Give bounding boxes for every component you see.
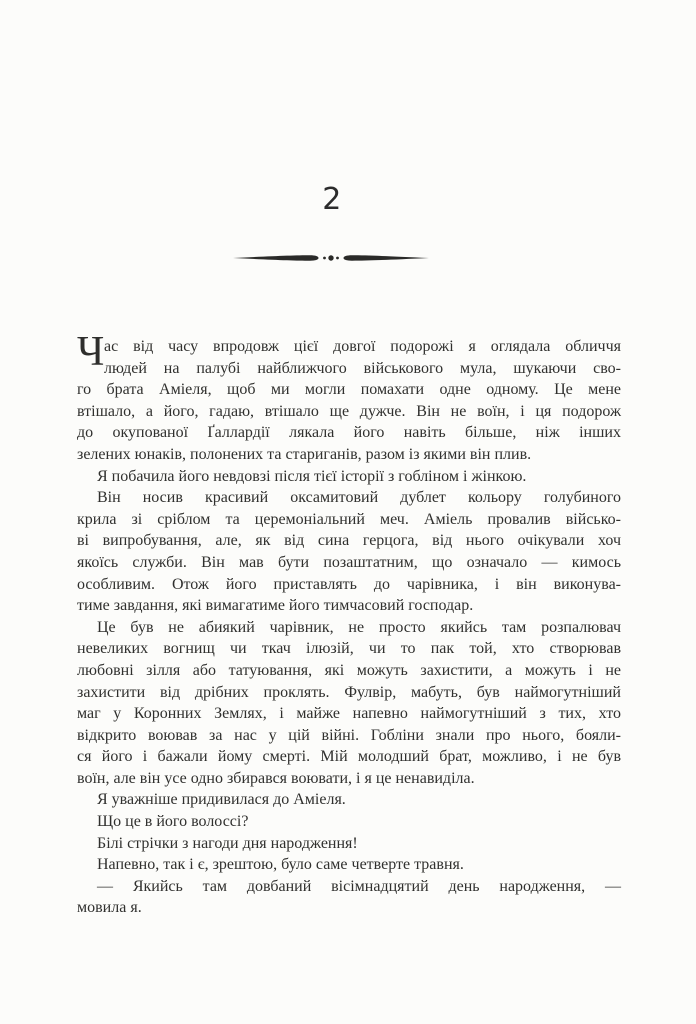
text-line: ас від часу впродовж цієї довгої подорожі я оглядала обличчя [104,338,621,355]
text-line: невеликих вогнищ чи ткач ілюзій, чи то пак той, хто створював [77,640,621,658]
text-line: Він носив красивий оксамитовий дублет кольору голубиного [97,489,621,507]
text-line: відкрито воював за нас у цій війні. Гобліни знали про нього, бояли- [77,726,621,744]
paragraph [77,466,621,488]
text-line: ві випробування, але, як від сина герцога, від нього очікували хоч [77,532,621,550]
text-line: ся його і бажали йому смерті. Мій молодший брат, можливо, і не був [77,748,621,766]
paragraph [77,487,621,617]
text-line: Я побачила його невдовзі після тієї історії з гобліном і жінкою. [97,467,527,485]
text-line: людей на палубі найближчого військового мула, шукаючи сво- [104,359,621,377]
text-line: Білі стрічки з нагоди дня народження! [97,834,358,852]
chapter-number: 2 [322,182,342,217]
text-line: Це був не абиякий чарівник, не просто якийсь там розпалювач [97,618,621,636]
text-line: Напевно, так і є, зрештою, було саме четверте травня. [97,856,464,874]
text-line: захистити від дрібних проклять. Фулвір, мабуть, був наймогутніший [77,683,621,701]
paragraph [77,854,621,876]
text-line: Що це в його волоссі? [97,813,249,831]
text-line: воїн, але він усе одно збирався воювати, і я це ненавиділа. [77,769,475,787]
text-line: Я уважніше придивилася до Аміеля. [97,791,346,809]
text-line: зелених юнаків, полонених та стариганів, разом із якими він плив. [77,445,532,463]
text-line: тиме завдання, які вимагатиме його тимчасовий господар. [77,597,474,615]
dropcap-letter: Ч [77,329,105,375]
paragraph [77,329,621,466]
text-line: маг у Коронних Землях, і майже напевно наймогутніший з тих, хто [77,705,621,723]
paragraph [77,833,621,855]
chapter-divider-ornament-icon [232,251,430,265]
paragraph [77,617,621,790]
text-line: особливим. Отож його приставлять до чарівника, і він виконува- [77,575,621,593]
paragraph [77,876,621,919]
text-line: любовні зілля або татуювання, які можуть захистити, а можуть і не [77,661,621,679]
paragraph [77,811,621,833]
text-block [77,329,621,919]
paragraph [77,789,621,811]
text-line: го брата Аміеля, щоб ми могли помахати одне одному. Це мене [77,381,621,399]
text-line: мовила я. [77,899,142,917]
text-line: — Якийсь там довбаний вісімнадцятий день народження, — [97,877,621,895]
text-line: якоїсь служби. Він мав бути позаштатним, що означало — кимось [77,553,621,571]
text-line: втішало, а його, гадаю, втішало ще дужче. Він не воїн, і ця подорож [77,402,621,420]
text-line: до окупованої Ґаллардії лякала його навіть більше, ніж інших [77,424,621,442]
text-line: крила зі сріблом та церемоніальний меч. Аміель провалив військо- [77,510,621,528]
